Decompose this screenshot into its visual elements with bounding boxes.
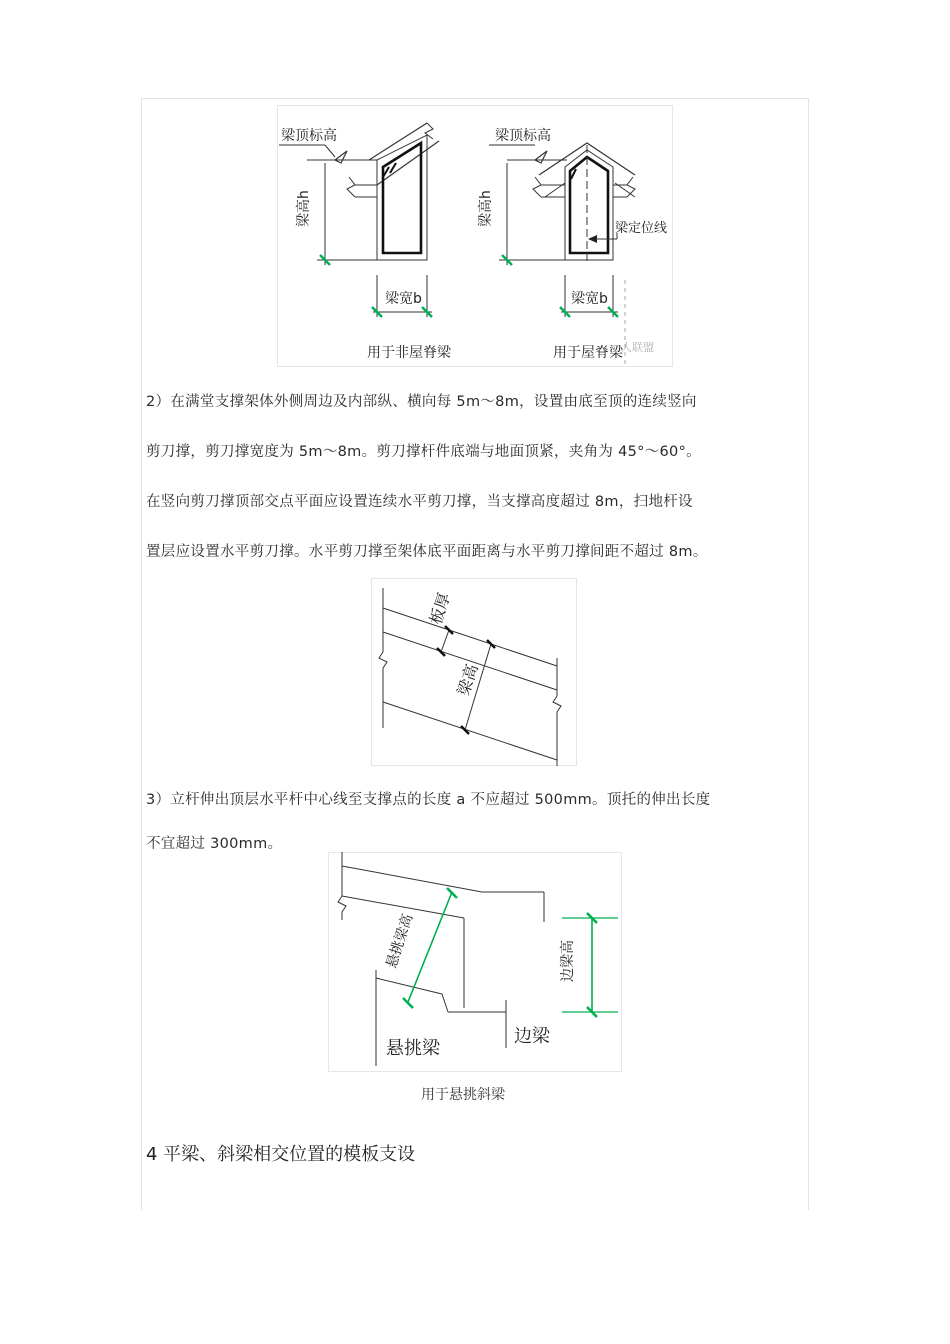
beam-height-label: 梁高 bbox=[453, 661, 482, 698]
paragraph-2-line-4: 置层应设置水平剪刀撑。水平剪刀撑至架体底平面距离与水平剪刀撑间距不超过 8m。 bbox=[146, 544, 708, 560]
right-top-label: 梁顶标高 bbox=[495, 128, 551, 144]
paragraph-3-line-2: 不宜超过 300mm。 bbox=[146, 836, 283, 852]
frame-top-line bbox=[141, 98, 809, 99]
left-width-label: 梁宽b bbox=[385, 291, 422, 307]
right-axis-label: 梁定位线 bbox=[615, 221, 668, 236]
left-detail bbox=[279, 123, 452, 361]
right-height-label: 梁高h bbox=[478, 190, 494, 227]
frame-right-line bbox=[808, 98, 809, 1210]
right-width-label: 梁宽b bbox=[571, 291, 608, 307]
left-top-label: 梁顶标高 bbox=[281, 128, 337, 144]
edge-beam-label: 边梁 bbox=[514, 1026, 550, 1047]
frame-left-line bbox=[141, 98, 142, 1210]
watermark-text: 人联盟 bbox=[621, 341, 654, 354]
figure-beam-section bbox=[277, 105, 673, 367]
paragraph-3-line-1: 3）立杆伸出顶层水平杆中心线至支撑点的长度 a 不应超过 500mm。顶托的伸出长度 bbox=[146, 792, 711, 808]
figure-cantilever-beam bbox=[328, 852, 622, 1072]
cantilever-height-label: 悬挑梁高 bbox=[383, 912, 417, 971]
section-4-heading: 4 平梁、斜梁相交位置的模板支设 bbox=[146, 1144, 416, 1165]
paragraph-2-line-2: 剪刀撑，剪刀撑宽度为 5m～8m。剪刀撑杆件底端与地面顶紧，夹角为 45°～60°。 bbox=[146, 444, 701, 460]
left-caption: 用于非屋脊梁 bbox=[367, 345, 451, 361]
slab-thickness-label: 板厚 bbox=[425, 590, 454, 627]
cantilever-label: 悬挑梁 bbox=[386, 1038, 440, 1059]
left-height-label: 梁高h bbox=[296, 190, 312, 227]
right-caption: 用于屋脊梁 bbox=[553, 345, 623, 361]
edge-height-label: 边梁高 bbox=[560, 940, 576, 982]
paragraph-2-line-3: 在竖向剪刀撑顶部交点平面应设置连续水平剪刀撑，当支撑高度超过 8m，扫地杆设 bbox=[146, 494, 693, 510]
figure-sloped-beam bbox=[371, 578, 577, 766]
paragraph-2-line-1: 2）在满堂支撑架体外侧周边及内部纵、横向每 5m～8m，设置由底至顶的连续竖向 bbox=[146, 394, 697, 410]
figure-3-caption: 用于悬挑斜梁 bbox=[421, 1087, 505, 1103]
right-detail bbox=[477, 127, 667, 367]
